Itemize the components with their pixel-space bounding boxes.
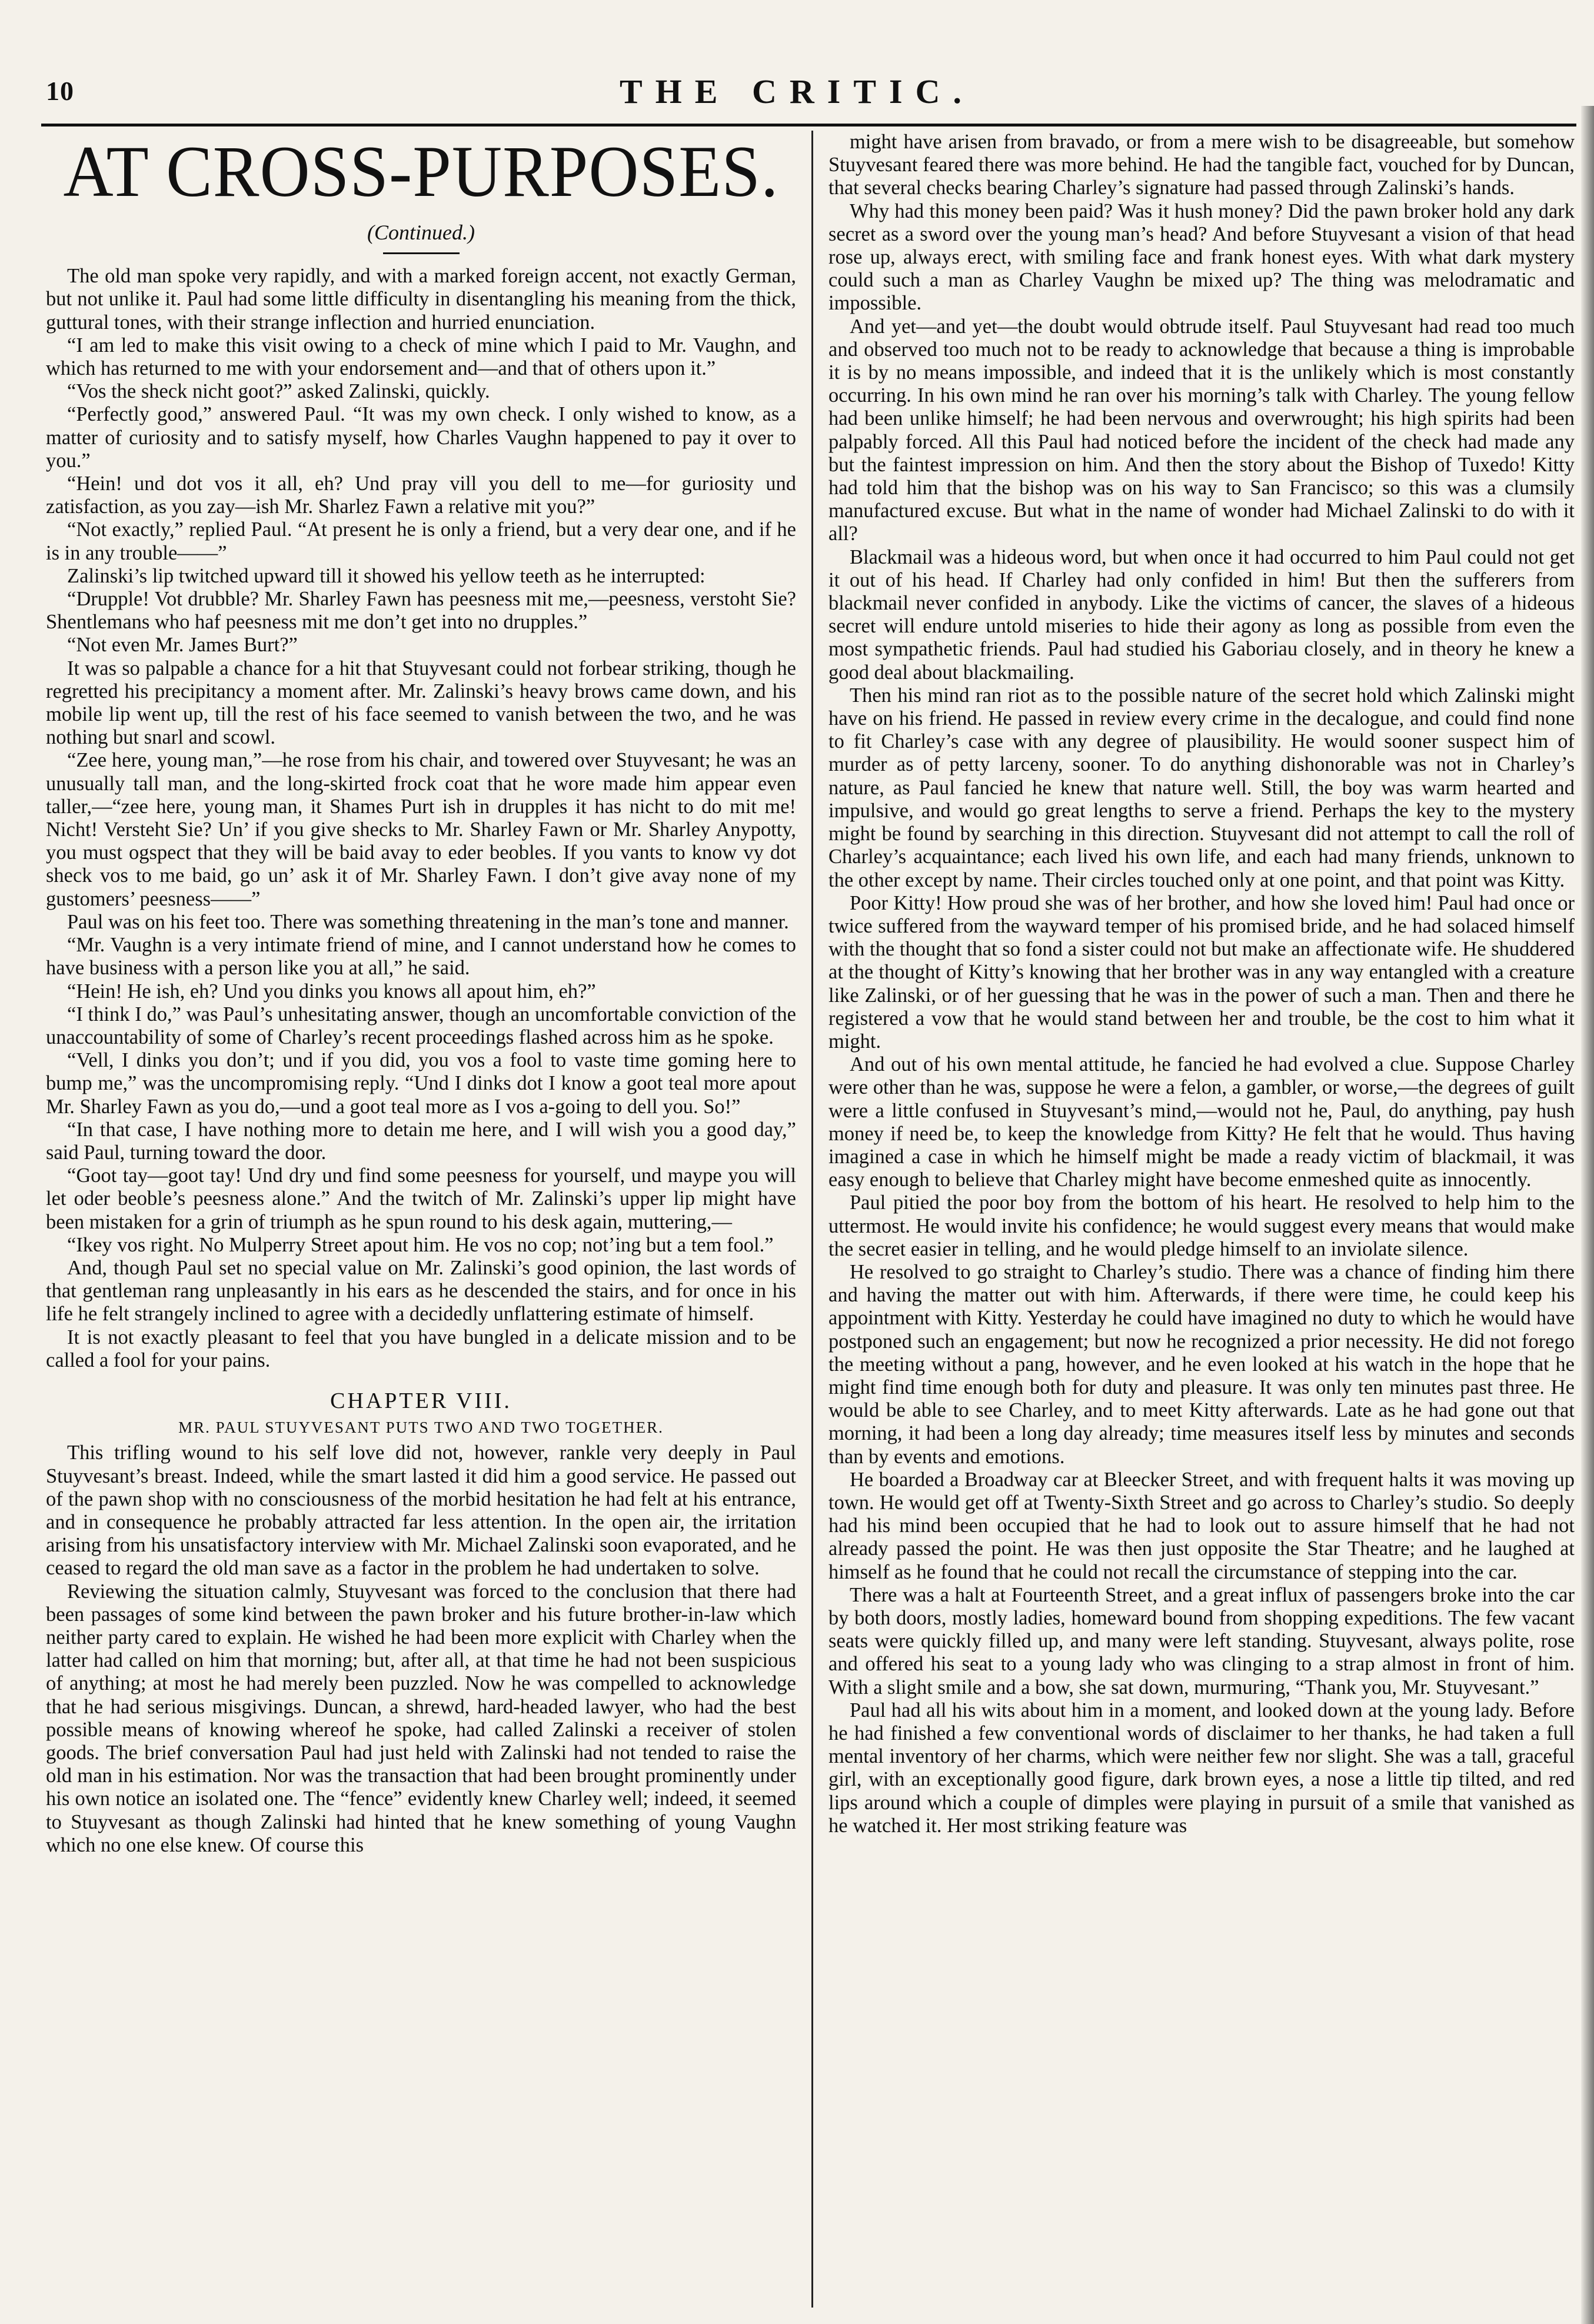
column-divider [811,131,813,2308]
paragraph: It is not exactly pleasant to feel that you have bungled in a delicate mission and to be called a fool for your pains. [46,1326,796,1371]
paragraph: “I think I do,” was Paul’s unhesitating answer, though an uncomfortable conviction of the unaccountability of some of Charley’s recent proceedings flashed across him as he spoke. [46,1003,796,1048]
paragraph: And out of his own mental attitude, he fancied he had evolved a clue. Suppose Charley were other than he was, suppose he were a felon, a gambler, or worse,—the degrees of guilt were a little confused in Stuyvesant’s mind,—would not he, Paul, do anything, pay hush money if need be, to keep the knowledge from Kitty? He felt that he would. Thus having imagined a case in which he himself might be made a ready victim of blackmail, it was easy enough to believe that Charley might have become enmeshed quite as innocently. [828,1053,1575,1191]
paragraph: Zalinski’s lip twitched upward till it showed his yellow teeth as he interrupted: [67,564,706,587]
chapter-heading: CHAPTER VIII. [330,1388,512,1413]
title-rule [383,252,460,254]
paragraph: “In that case, I have nothing more to detain me here, and I will wish you a good day,” said Paul, turning toward the door. [46,1118,796,1164]
paragraph: “Mr. Vaughn is a very intimate friend of mine, and I cannot understand how he comes to have business with a person like you at all,” he said. [46,934,796,980]
paragraph: Blackmail was a hideous word, but when once it had occurred to him Paul could not get it out of his head. If Charley had only confided in him! But then the sufferers from blackmail never confided in anybody. Like the victims of cancer, the slaves of a hideous secret will endure untold miseries to hide their agony as long as possible from even the most sympathetic friends. Paul had studied his Gaboriau closely, and in theory he knew a good deal about blackmailing. [828,545,1575,684]
continued-note: (Continued.) [367,221,475,244]
paragraph: “Goot tay—goot tay! Und dry und find some peesness for yourself, und maype you will let oder beoble’s peesness alone.” And the twitch of Mr. Zalinski’s upper lip might have been mistaken for a grin of triumph as he spun round to his desk again, muttering,— [46,1164,796,1233]
paragraph: There was a halt at Fourteenth Street, and a great influx of passengers broke into the car by both doors, mostly ladies, homeward bound from shopping expeditions. The few vacant seats were quickly filled up, and many were left standing. Stuyvesant, always polite, rose and offered his seat to a young lady who was clinging to a strap almost in front of him. With a slight smile and a bow, she sat down, murmuring, “Thank you, Mr. Stuyvesant.” [828,1583,1575,1699]
left-paragraphs [46,265,796,1372]
paragraph: Paul had all his wits about him in a moment, and looked down at the young lady. Before he had finished a few conventional words of disclaimer to her thanks, he had taken a full mental inventory of her charms, which were neither few nor slight. She was a tall, graceful girl, with an exceptionally good figure, dark brown eyes, a nose a little tip tilted, and red lips around which a couple of dimples were playing in pursuit of a smile that vanished as he watched it. Her most striking feature was [828,1699,1575,1837]
chapter-subtitle: MR. PAUL STUYVESANT PUTS TWO AND TWO TOGETHER. [178,1419,664,1437]
left-column [46,131,796,2308]
paragraph: And yet—and yet—the doubt would obtrude itself. Paul Stuyvesant had read too much and observed too much not to be ready to acknowledge that because a thing is improbable it is by no means impossible, and indeed that it is the unlikely which is most constantly occurring. In his own mind he ran over his morning’s talk with Charley. The young fellow had been unlike himself; he had been nervous and overwrought; his high spirits had been palpably forced. All this Paul had noticed before the incident of the check had made any but the faintest impression on him. And then the story about the Bishop of Tuxedo! Kitty had told him that the bishop was on his way to San Francisco; so this was a clumsily manufactured excuse. But what in the name of wonder had Michael Zalinski to do with it all? [828,315,1575,545]
article-title: AT CROSS-PURPOSES. [63,131,779,212]
paragraph: “Ikey vos right. No Mulperry Street apout him. He vos no cop; not’ing but a tem fool.” [67,1233,774,1256]
paragraph: Paul pitied the poor boy from the bottom of his heart. He resolved to help him to the uttermost. He would invite his confidence; he would suggest every means that would make the secret easier in telling, and he would pledge himself to an inviolate silence. [828,1191,1575,1260]
paragraph: “Hein! und dot vos it all, eh? Und pray vill you dell to me—for guriosity und zatisfaction, as you zay—ish Mr. Sharlez Fawn a relative mit you?” [46,472,796,518]
paragraph: Paul was on his feet too. There was something threatening in the man’s tone and manner. [67,910,789,933]
paragraph: And, though Paul set no special value on Mr. Zalinski’s good opinion, the last words of that gentleman rang unpleasantly in his ears as he descended the stairs, and for once in his life he felt strangely inclined to agree with a decidedly unflattering estimate of himself. [46,1256,796,1326]
page-number: 10 [46,76,74,106]
paragraph: The old man spoke very rapidly, and with a marked foreign accent, not exactly German, but not unlike it. Paul had some little difficulty in disentangling his meaning from the thick, guttural tones, with their strange inflection and hurried enunciation. [46,265,796,334]
chapter-paragraphs [46,1441,796,1857]
header-rule [41,124,1576,126]
paragraph: It was so palpable a chance for a hit that Stuyvesant could not forbear striking, though he regretted his precipitancy a moment after. Mr. Zalinski’s heavy brows came down, and his mobile lip went up, till the rest of his face seemed to vanish between the two, and he was nothing but snarl and scowl. [46,657,796,749]
paragraph: “Hein! He ish, eh? Und you dinks you knows all apout him, eh?” [67,980,596,1003]
masthead: THE CRITIC. [620,72,974,111]
paragraph: This trifling wound to his self love did not, however, rankle very deeply in Paul Stuyvesant’s breast. Indeed, while the smart lasted it did him a good service. He passed out of the pawn shop with no consciousness of the morbid hesitation he had felt at his entrance, and in consequence he probably attracted far less attention. In the open air, the irritation arising from his unsatisfactory interview with Mr. Michael Zalinski soon evaporated, and he ceased to regard the old man save as a factor in the problem he had undertaken to solve. [46,1441,796,1580]
paragraph: “Not even Mr. James Burt?” [67,634,298,657]
paragraph: “Not exactly,” replied Paul. “At present he is only a friend, but a very dear one, and if he is in any trouble——” [46,518,796,564]
paragraph: might have arisen from bravado, or from a mere wish to be disagreeable, but somehow Stuyvesant feared there was more behind. He had the tangible fact, vouched for by Duncan, that several checks bearing Charley’s signature had passed through Zalinski’s hands. [828,131,1575,199]
paragraph: Why had this money been paid? Was it hush money? Did the pawn broker hold any dark secret as a sword over the young man’s head? And before Stuyvesant a vision of that head rose up, always erect, with smiling face and frank honest eyes. With what dark mystery could such a man as Charley Vaughn be mixed up? The thing was melodramatic and impossible. [828,199,1575,315]
paragraph: “I am led to make this visit owing to a check of mine which I paid to Mr. Vaughn, and which has returned to me with your endorsement and—and that of others upon it.” [46,334,796,380]
right-column [828,131,1575,2308]
paragraph: Reviewing the situation calmly, Stuyvesant was forced to the conclusion that there had been passages of some kind between the pawn broker and his future brother-in-law which neither party cared to explain. He wished he had been more explicit with Charley when the latter had called on him that morning; but, after all, at that time he had not been suspicious of anything; at most he had merely been puzzled. Now he was compelled to acknowledge that he had serious misgivings. Duncan, a shrewd, hard-headed lawyer, who had the best possible means of knowing whereof he spoke, had called Zalinski a receiver of stolen goods. The brief conversation Paul had just held with Zalinski had not tended to raise the old man in his estimation. Nor was the transaction that had been brought prominently under his own notice an isolated one. The “fence” evidently knew Charley well; indeed, it seemed to Stuyvesant as though Zalinski had hinted that he knew something of young Vaughn which no one else knew. Of course this [46,1580,796,1856]
paragraph: “Perfectly good,” answered Paul. “It was my own check. I only wished to know, as a matter of curiosity and to satisfy myself, how Charles Vaughn happened to pay it over to you.” [46,403,796,472]
paragraph: He resolved to go straight to Charley’s studio. There was a chance of finding him there and having the matter out with him. Afterwards, if there were time, he could keep his appointment with Kitty. Yesterday he could have imagined no duty to which he would have postponed such an engagement; but now he recognized a prior necessity. He did not forego the meeting without a pang, however, and he even looked at his watch in the hope that he might find time enough both for duty and pleasure. It was only ten minutes past three. He would be able to see Charley, and to meet Kitty afterwards. Late as he had gone out that morning, it had been a long day already; time measures itself less by minutes and seconds than by events and emotions. [828,1260,1575,1468]
paragraph: “Vell, I dinks you don’t; und if you did, you vos a fool to vaste time goming here to bump me,” was the uncompromising reply. “Und I dinks dot I know a goot teal more apout Mr. Sharley Fawn as you do,—und a goot teal more as I vos a-going to dell you. So!” [46,1049,796,1118]
binding-edge-shadow [1581,106,1594,2324]
right-paragraphs [828,131,1575,1837]
paragraph: “Zee here, young man,”—he rose from his chair, and towered over Stuyvesant; he was an unusually tall man, and the long-skirted frock coat that he wore made him appear even taller,—“zee here, young man, it Shames Purt ish in drupples it has nicht to do mit me! Nicht! Versteht Sie? Un’ if you give shecks to Mr. Sharley Fawn or Mr. Sharley Anypotty, you must ogspect that they will be baid avay to eder beobles. If you vants to know vy dot sheck vos to me baid, go un’ ask it of Mr. Sharley Fawn. I don’t give avay none of my gustomers’ peesness——” [46,749,796,910]
paragraph: Poor Kitty! How proud she was of her brother, and how she loved him! Paul had once or twice suffered from the wayward temper of his promised bride, and he had solaced himself with the thought that so fond a sister could not but make an affectionate wife. He shuddered at the thought of Kitty’s knowing that her brother was in any way entangled with a creature like Zalinski, or of her guessing that he was in the power of such a man. Then and there he registered a vow that he would stand between her and trouble, be the cost to him what it might. [828,891,1575,1053]
paragraph: He boarded a Broadway car at Bleecker Street, and with frequent halts it was moving up town. He would get off at Twenty-Sixth Street and go across to Charley’s studio. So deeply had his mind been occupied that he had to look out to assure himself that he had not already passed the point. He was then just opposite the Star Theatre; and he laughed at himself as he found that he could not recall the circumstance of stepping into the car. [828,1468,1575,1583]
paragraph: “Drupple! Vot drubble? Mr. Sharley Fawn has peesness mit me,—peesness, verstoht Sie? Shentlemans who haf peesness mit me don’t get into no drupples.” [46,588,796,634]
paragraph: Then his mind ran riot as to the possible nature of the secret hold which Zalinski might have on his friend. He passed in review every crime in the decalogue, and could find none to fit Charley’s case with any degree of plausibility. He would sooner suspect him of murder as of petty larceny, sooner. To do anything dishonorable was not in Charley’s nature, as Paul fancied he knew that nature well. Still, the boy was warm hearted and impulsive, and would go great lengths to serve a friend. Perhaps the key to the mystery might be found by searching in this direction. Stuyvesant did not attempt to call the roll of Charley’s acquaintance; each lived his own life, and each had many friends, unknown to the other except by name. Their circles touched only at one point, and that point was Kitty. [828,684,1575,891]
paragraph: “Vos the sheck nicht goot?” asked Zalinski, quickly. [67,380,490,403]
